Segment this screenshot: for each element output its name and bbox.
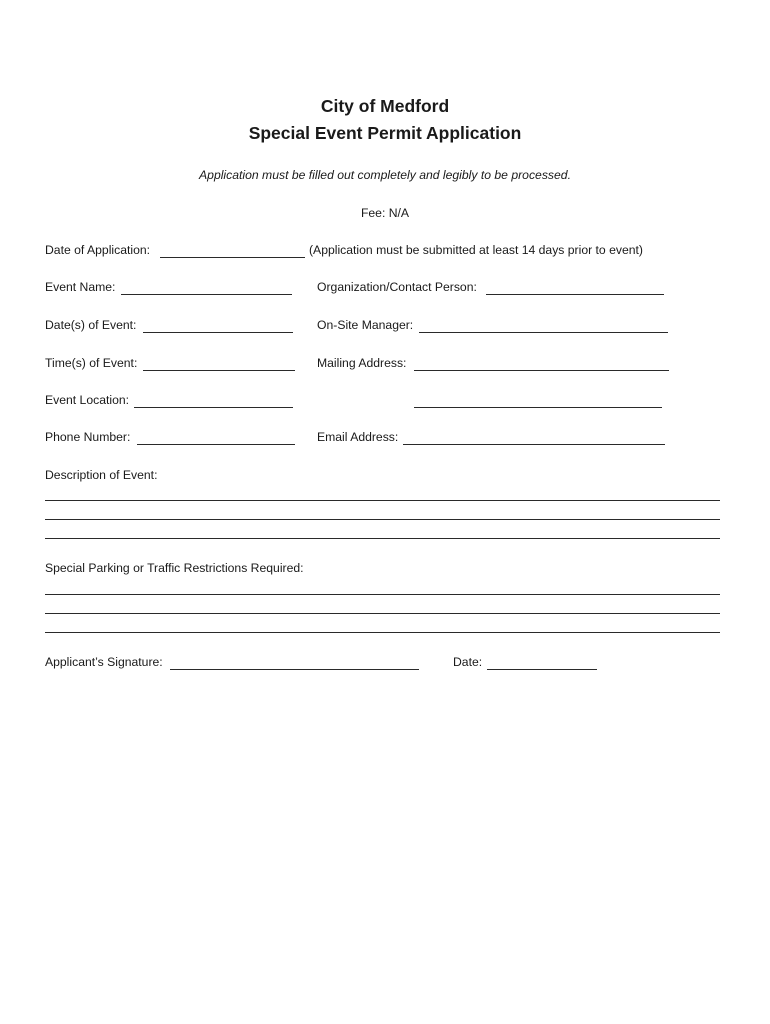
date-of-application-label: Date of Application:: [45, 243, 151, 257]
onsite-manager-label: On-Site Manager:: [317, 318, 414, 332]
city-title: City of Medford: [320, 96, 450, 116]
parking-restrictions-line[interactable]: [45, 613, 720, 614]
date-of-application-blank[interactable]: [160, 257, 305, 258]
date-of-application-note: (Application must be submitted at least 14 days prior to event): [309, 243, 643, 257]
instruction-text: Application must be filled out completely and legibly to be processed.: [199, 168, 571, 182]
signature-date-blank[interactable]: [487, 669, 597, 670]
event-times-label: Time(s) of Event:: [45, 356, 138, 370]
phone-number-blank[interactable]: [137, 444, 295, 445]
parking-restrictions-label: Special Parking or Traffic Restrictions Required:: [45, 561, 304, 575]
form-title: Special Event Permit Application: [248, 123, 522, 143]
email-address-label: Email Address:: [317, 430, 399, 444]
event-times-blank[interactable]: [143, 370, 295, 371]
event-dates-blank[interactable]: [143, 332, 293, 333]
description-line[interactable]: [45, 538, 720, 539]
event-name-blank[interactable]: [121, 294, 292, 295]
signature-date-label: Date:: [453, 655, 483, 669]
event-location-label: Event Location:: [45, 393, 130, 407]
description-line[interactable]: [45, 519, 720, 520]
parking-restrictions-line[interactable]: [45, 632, 720, 633]
mailing-address-blank[interactable]: [414, 370, 669, 371]
parking-restrictions-line[interactable]: [45, 594, 720, 595]
description-label: Description of Event:: [45, 468, 158, 482]
mailing-address-line2-blank[interactable]: [414, 407, 662, 408]
phone-number-label: Phone Number:: [45, 430, 131, 444]
event-name-label: Event Name:: [45, 280, 116, 294]
description-line[interactable]: [45, 500, 720, 501]
organization-contact-blank[interactable]: [486, 294, 664, 295]
onsite-manager-blank[interactable]: [419, 332, 668, 333]
event-dates-label: Date(s) of Event:: [45, 318, 137, 332]
signature-blank[interactable]: [170, 669, 419, 670]
email-address-blank[interactable]: [403, 444, 665, 445]
fee-text: Fee: N/A: [360, 206, 410, 220]
event-location-blank[interactable]: [134, 407, 293, 408]
signature-label: Applicant’s Signature:: [45, 655, 163, 669]
mailing-address-label: Mailing Address:: [317, 356, 407, 370]
organization-contact-label: Organization/Contact Person:: [317, 280, 477, 294]
